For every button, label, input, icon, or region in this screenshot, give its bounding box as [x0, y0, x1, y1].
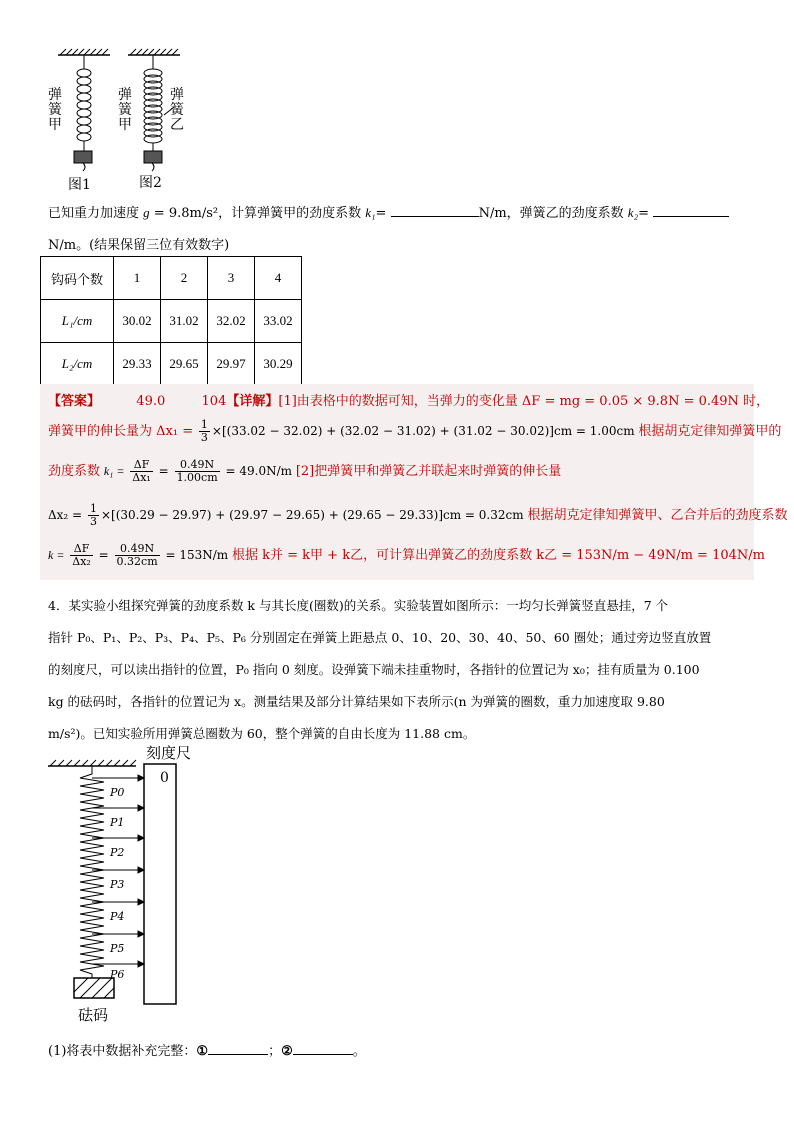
- table-cell: 29.33: [114, 343, 161, 386]
- pointer-label: P1: [110, 816, 125, 829]
- table-cell: 29.97: [208, 343, 255, 386]
- fig1-spring: [77, 55, 91, 151]
- answer-line-4: Δx₂ = $\frac{1}{3}$ ×[(30.29 − 29.97) + (29.97 − 29.65) + (29.65 − 29.33)]cm = 0.32cm 根据胡克定律知弹簧甲、乙合并后的劲度系数: [48, 502, 788, 528]
- table-cell: 31.02: [161, 300, 208, 343]
- table-row: [41, 300, 302, 343]
- pointer-label: P6: [110, 968, 125, 981]
- spring-ruler-figure: [44, 740, 224, 1040]
- detail-tag: 【详解】: [226, 394, 279, 409]
- table-row-label: L₁/cm: [41, 300, 114, 343]
- spring-length-table: [40, 256, 302, 386]
- table-header-row: [41, 257, 302, 300]
- table-header-cell: 4: [255, 257, 302, 300]
- pointer-label: P4: [110, 910, 125, 923]
- answer-value-2: 104: [201, 394, 227, 409]
- k2-answer-blank[interactable]: [653, 216, 729, 217]
- table-header-cell: 2: [161, 257, 208, 300]
- long-spring: [80, 766, 104, 976]
- q4-line: m/s²)。已知实验所用弹簧总圈数为 60，整个弹簧的自由长度为 11.88 cm。: [48, 726, 476, 741]
- fig1-weight: [74, 151, 92, 163]
- weight-label: 砝码: [78, 1006, 109, 1024]
- pointer-label: P2: [110, 846, 125, 859]
- table-row: [41, 343, 302, 386]
- weight-block: [74, 978, 114, 998]
- question-line-2: N/m。(结果保留三位有效数字): [48, 238, 230, 253]
- ruler: [144, 764, 176, 1004]
- pointer-label: P0: [110, 786, 125, 799]
- blank-2[interactable]: [293, 1054, 353, 1055]
- ruler-zero-mark: 0: [160, 770, 169, 786]
- table-cell: 30.02: [114, 300, 161, 343]
- fig2-weight: [144, 151, 162, 163]
- table-cell: 32.02: [208, 300, 255, 343]
- table-cell: 33.02: [255, 300, 302, 343]
- answer-line-5: k = $\frac{\Delta F}{\text{Δx₂}}$ = $\frac{0.49N}{0.32cm}$ = 153N/m 根据 k并 = k甲 + k乙，可计算出弹簧乙的劲度系数 k乙 = 153N/m − 49N/m = 104N/m: [48, 542, 765, 568]
- table-cell: 30.29: [255, 343, 302, 386]
- ruler-label: 刻度尺: [146, 744, 192, 762]
- blank-1[interactable]: [208, 1054, 268, 1055]
- question-line-1: 已知重力加速度 g = 9.8m/s²，计算弹簧甲的劲度系数 k₁= N/m，弹簧乙的劲度系数 k₂=: [48, 202, 729, 221]
- table-row-label: L₂/cm: [41, 343, 114, 386]
- fig2-caption: 图2: [139, 175, 162, 191]
- q4-line: kg 的砝码时，各指针的位置记为 x。测量结果及部分计算结果如下表所示(n 为弹簧的圈数，重力加速度取 9.80: [48, 694, 665, 709]
- pointer-label: P5: [110, 942, 125, 955]
- answer-value-1: 49.0: [136, 394, 166, 409]
- pointer-label: P3: [110, 878, 125, 891]
- answer-line-3: 劲度系数 k₁ = $\frac{\Delta F}{\text{Δx₁}}$ = $\frac{0.49N}{1.00cm}$ = 49.0N/m [2]把弹簧甲和弹簧乙并联起来时弹簧的伸长量: [48, 458, 562, 484]
- fig2-spring-a-label: 弹簧甲: [118, 87, 132, 133]
- fig2-spring-b-label: 弹簧乙: [170, 87, 184, 133]
- fig1-ceiling: [58, 49, 110, 55]
- sub-question-1: (1)将表中数据补充完整：① ；② 。: [48, 1044, 366, 1059]
- table-header-cell: 3: [208, 257, 255, 300]
- table-header-cell: 钩码个数: [41, 257, 114, 300]
- table-header-cell: 1: [114, 257, 161, 300]
- q4-line: 指针 P₀、P₁、P₂、P₃、P₄、P₅、P₆ 分别固定在弹簧上距悬点 0、10、20、30、40、50、60 圈处；通过旁边竖直放置: [48, 630, 712, 645]
- answer-tag: 【答案】: [48, 394, 101, 409]
- fig2-ceiling: [128, 49, 180, 55]
- fig1-spring-label: 弹簧甲: [48, 87, 62, 133]
- table-cell: 29.65: [161, 343, 208, 386]
- k1-answer-blank[interactable]: [391, 216, 479, 217]
- answer-line-1: 【答案】 49.0 104【详解】[1]由表格中的数据可知，当弹力的变化量 ΔF = mg = 0.05 × 9.8N = 0.49N 时，: [48, 394, 770, 409]
- q4-line: 的刻度尺，可以读出指针的位置，P₀ 指向 0 刻度。设弹簧下端未挂重物时，各指针的位置记为 x₀；挂有质量为 0.100: [48, 662, 700, 677]
- ceiling: [48, 760, 136, 766]
- q4-line: 4．某实验小组探究弹簧的劲度系数 k 与其长度(圈数)的关系。实验装置如图所示：一均匀长弹簧竖直悬挂，7 个: [48, 598, 669, 613]
- fig1-caption: 图1: [68, 177, 91, 193]
- question-4: [48, 590, 758, 750]
- answer-line-2: 弹簧甲的伸长量为 Δx₁ = $\frac{1}{3}$ ×[(33.02 − 32.02) + (32.02 − 31.02) + (31.02 − 30.02)]cm = 1.00cm 根据胡克定律知弹簧甲的: [48, 418, 782, 444]
